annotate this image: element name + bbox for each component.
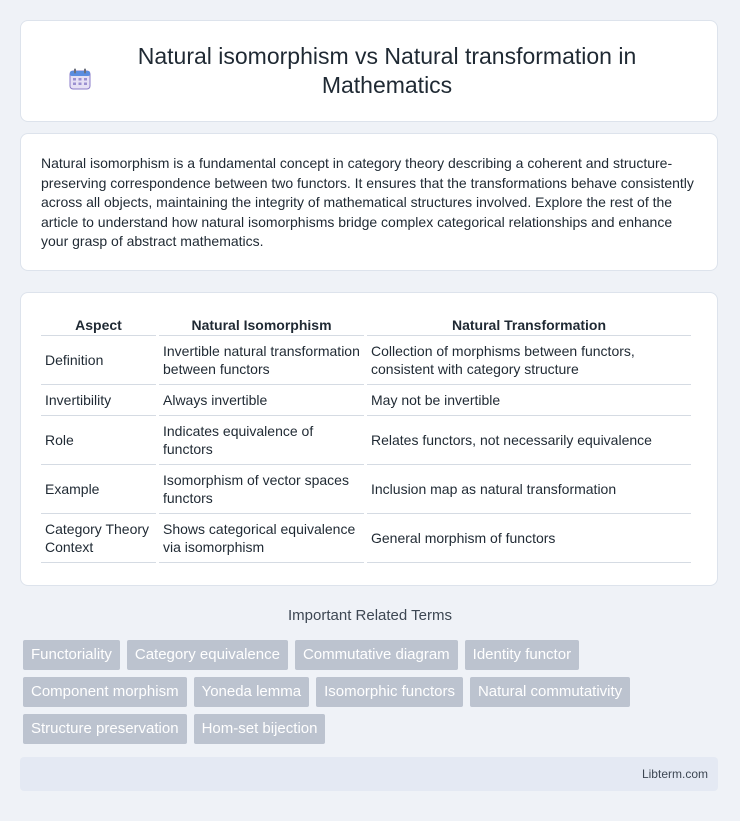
related-terms-title: Important Related Terms bbox=[288, 607, 452, 624]
tag-component-morphism[interactable]: Component morphism bbox=[23, 677, 187, 707]
tag-category-equivalence[interactable]: Category equivalence bbox=[127, 640, 288, 670]
tag-functoriality[interactable]: Functoriality bbox=[23, 640, 120, 670]
page-title: Natural isomorphism vs Natural transformation in Mathematics bbox=[137, 43, 637, 98]
tag-hom-set-bijection[interactable]: Hom-set bijection bbox=[194, 714, 326, 744]
tag-yoneda-lemma[interactable]: Yoneda lemma bbox=[194, 677, 310, 707]
tag-isomorphic-functors[interactable]: Isomorphic functors bbox=[316, 677, 463, 707]
table-cell: Isomorphism of vector spaces functors bbox=[159, 465, 364, 514]
table-row bbox=[41, 336, 691, 385]
tag-identity-functor[interactable]: Identity functor bbox=[465, 640, 579, 670]
table-cell: Indicates equivalence of functors bbox=[159, 416, 364, 465]
comparison-card bbox=[20, 292, 718, 586]
tag-natural-commutativity[interactable]: Natural commutativity bbox=[470, 677, 630, 707]
table-cell: Shows categorical equivalence via isomorphism bbox=[159, 514, 364, 563]
table-row bbox=[41, 385, 691, 416]
table-cell: Definition bbox=[41, 336, 156, 385]
footer-site-link[interactable]: Libterm.com bbox=[641, 767, 708, 781]
table-cell: Inclusion map as natural transformation bbox=[367, 465, 691, 514]
title-wrap bbox=[69, 42, 669, 100]
table-header-row bbox=[41, 313, 691, 336]
calendar-icon bbox=[69, 68, 91, 90]
table-cell: General morphism of functors bbox=[367, 514, 691, 563]
intro-text: Natural isomorphism is a fundamental concept in category theory describing a coherent and structure-preserving correspondence between two functors. It ensures that the transformations behave consistently across all objects, maintaining the integrity of mathematical structures involved. Explore the rest of the article to understand how natural isomorphisms bridge complex categorical relationships and enhance your grasp of abstract mathematics. bbox=[41, 155, 694, 249]
tag-commutative-diagram[interactable]: Commutative diagram bbox=[295, 640, 458, 670]
table-cell: Collection of morphisms between functors, consistent with category structure bbox=[367, 336, 691, 385]
header-aspect: Aspect bbox=[41, 313, 156, 336]
footer bbox=[20, 757, 718, 791]
related-terms-list bbox=[23, 640, 713, 744]
header-natural-transformation: Natural Transformation bbox=[367, 313, 691, 336]
table-cell: Example bbox=[41, 465, 156, 514]
comparison-table bbox=[38, 313, 694, 563]
header-natural-isomorphism: Natural Isomorphism bbox=[159, 313, 364, 336]
table-row bbox=[41, 514, 691, 563]
table-cell: Always invertible bbox=[159, 385, 364, 416]
table-cell: Invertibility bbox=[41, 385, 156, 416]
table-cell: Relates functors, not necessarily equivalence bbox=[367, 416, 691, 465]
table-cell: Category Theory Context bbox=[41, 514, 156, 563]
table-row bbox=[41, 416, 691, 465]
table-row bbox=[41, 465, 691, 514]
table-cell: May not be invertible bbox=[367, 385, 691, 416]
title-card bbox=[20, 20, 718, 122]
intro-card bbox=[20, 133, 718, 271]
table-cell: Role bbox=[41, 416, 156, 465]
table-cell: Invertible natural transformation between functors bbox=[159, 336, 364, 385]
tag-structure-preservation[interactable]: Structure preservation bbox=[23, 714, 187, 744]
